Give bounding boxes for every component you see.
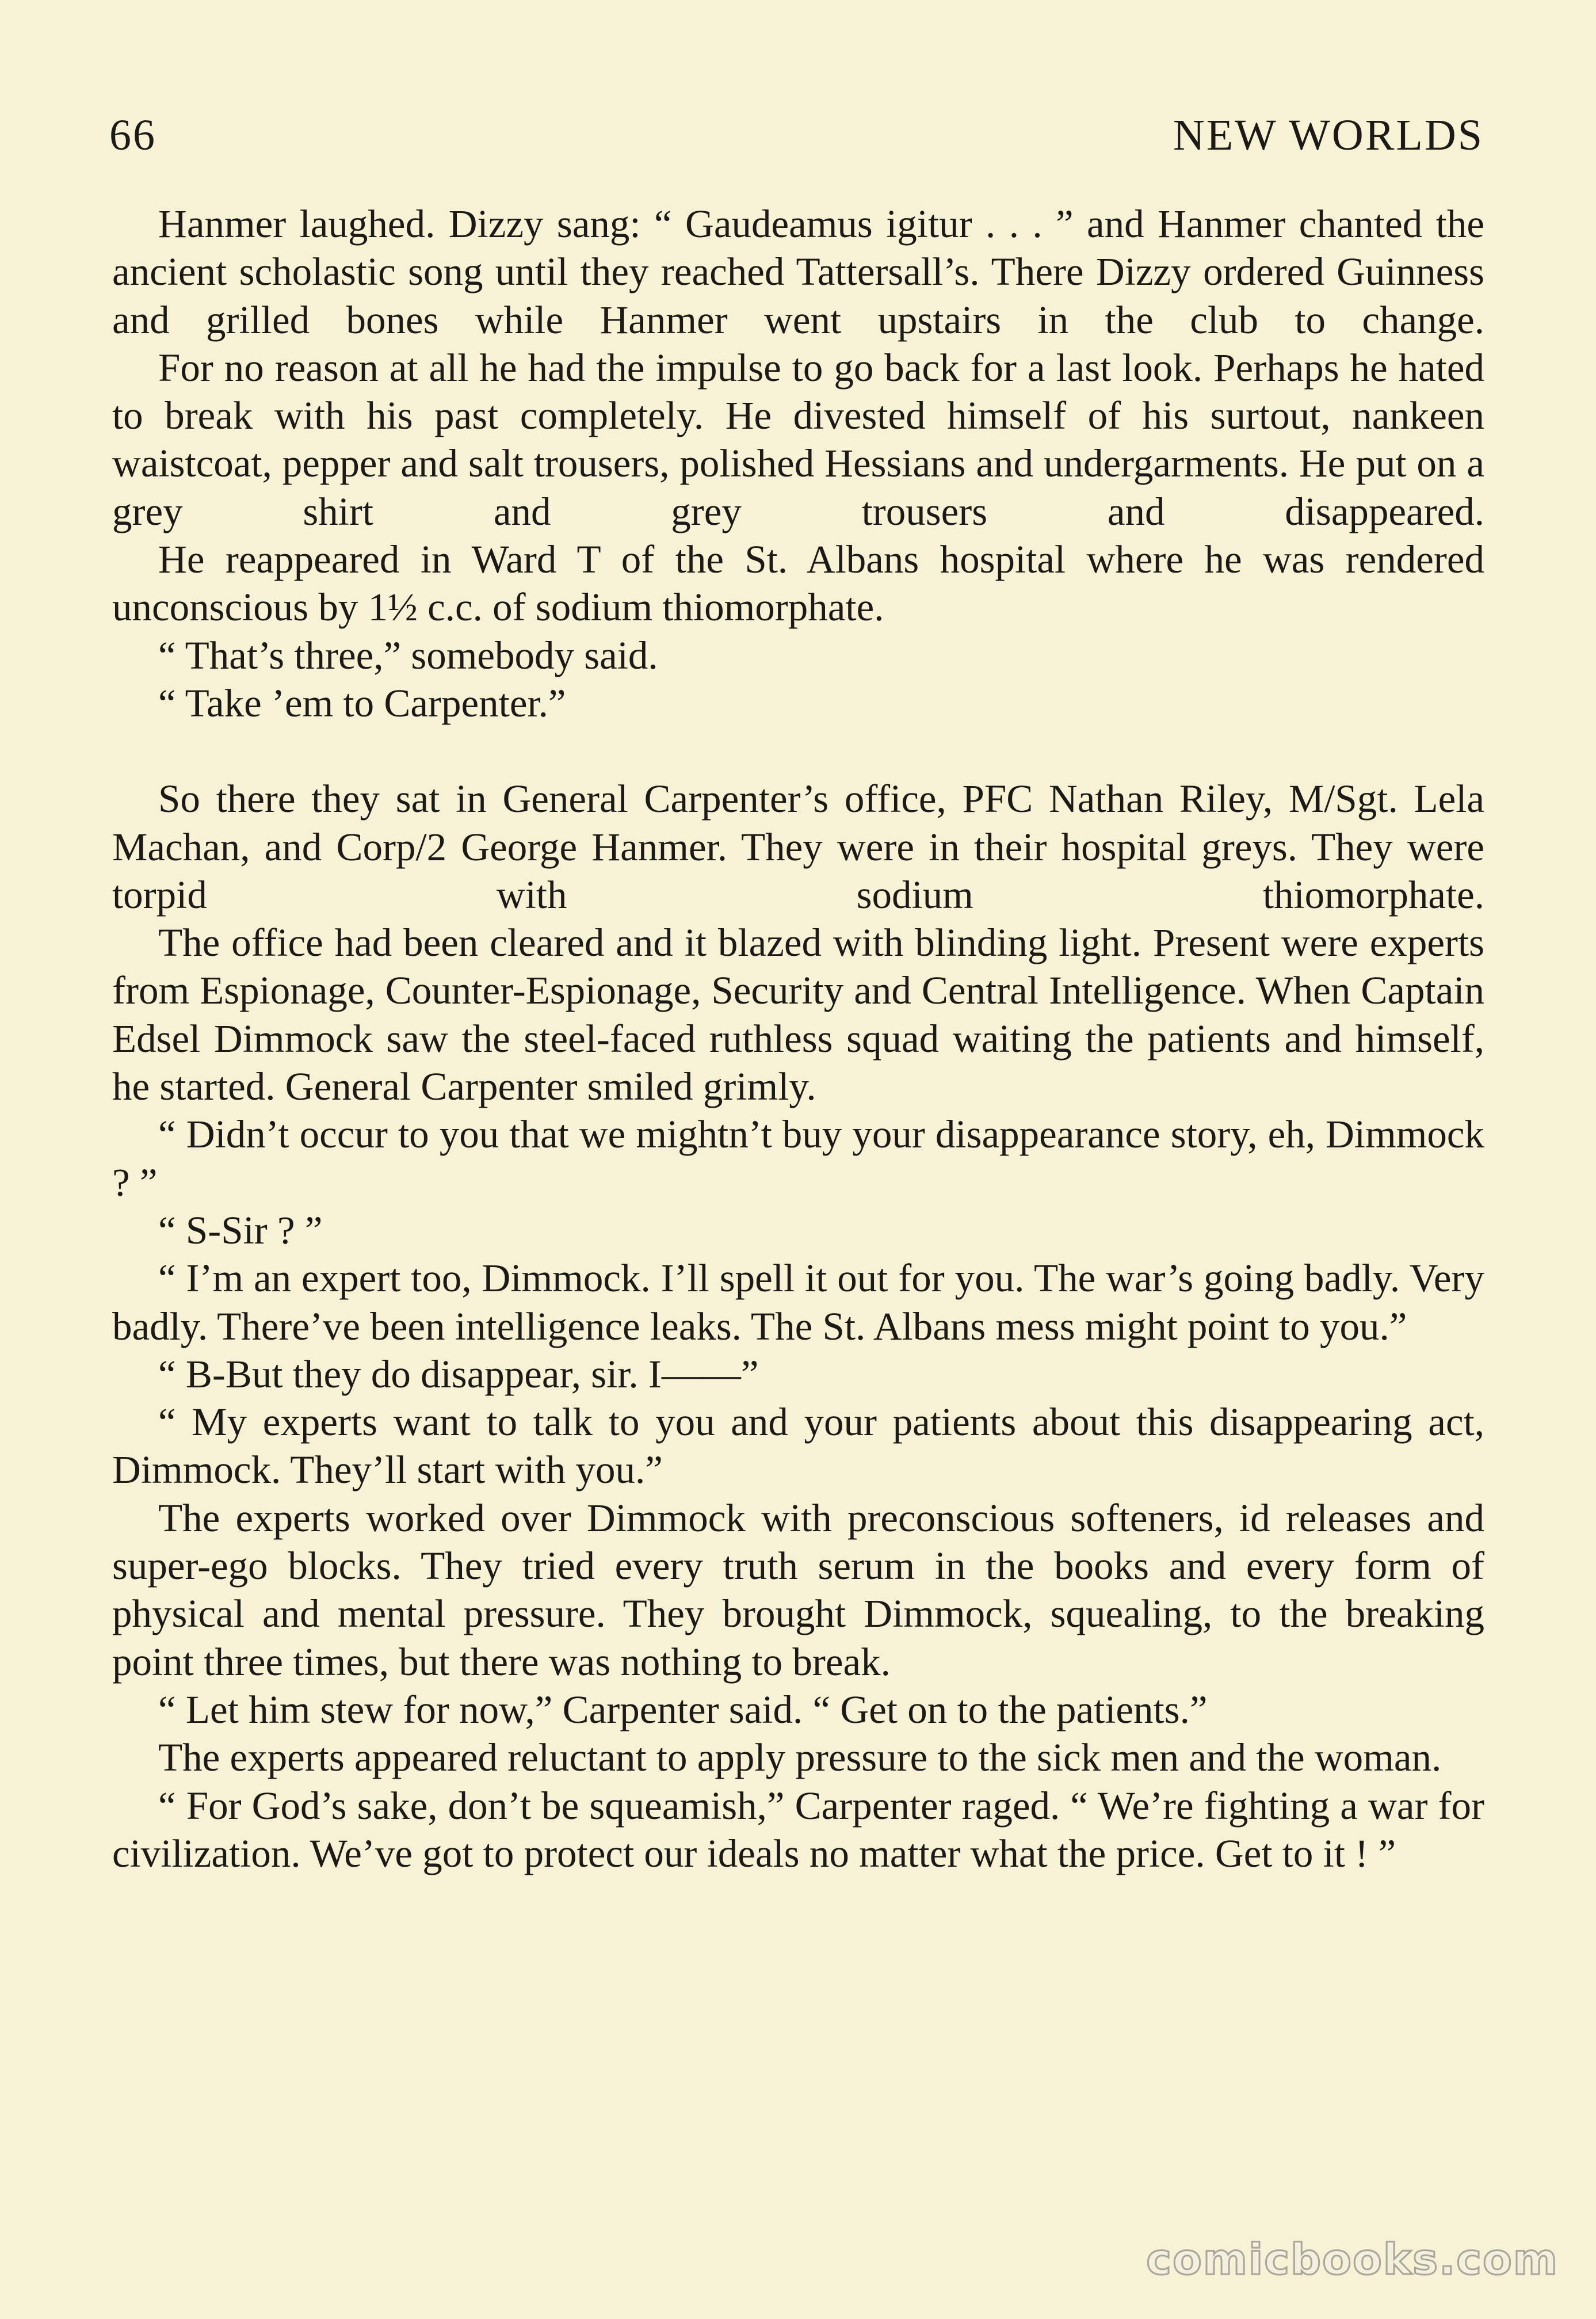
paragraph: Hanmer laughed. Dizzy sang: “ Gaudeamus igitur . . . ” and Hanmer chanted the ancient scholastic song until they reached Tattersall’s. There Dizzy ordered Guinness and grilled bones while Hanmer went upstairs in the club to change. xyxy=(112,202,1484,342)
paragraph: “ S-Sir ? ” xyxy=(158,1208,323,1252)
paragraph: “ I’m an expert too, Dimmock. I’ll spell it out for you. The war’s going badly. Very badly. There’ve been intelligence leaks. The St. Albans mess might point to you.” xyxy=(112,1256,1484,1348)
paragraph: “ My experts want to talk to you and your patients about this disappearing act, Dimmock. They’ll start with you.” xyxy=(112,1400,1484,1492)
paragraph: So there they sat in General Carpenter’s office, PFC Nathan Riley, M/Sgt. Lela Machan, and Corp/2 George Hanmer. They were in their hospital greys. They were torpid with sodium thiomorphate. xyxy=(112,777,1484,917)
running-title: NEW WORLDS xyxy=(1173,110,1484,159)
page-number: 66 xyxy=(109,110,156,159)
article-body xyxy=(112,200,1484,1878)
section-break xyxy=(112,727,1484,775)
paragraph: For no reason at all he had the impulse to go back for a last look. Perhaps he hated to break with his past completely. He divested himself of his surtout, nankeen waistcoat, pepper and salt trousers, polished Hessians and undergarments. He put on a grey shirt and grey trousers and disappeared. xyxy=(112,345,1484,533)
paragraph: The experts worked over Dimmock with preconscious softeners, id releases and super-ego blocks. They tried every truth serum in the books and every form of physical and mental pressure. They brought Dimmock, squealing, to the breaking point three times, but there was nothing to break. xyxy=(112,1496,1484,1684)
paragraph: He reappeared in Ward T of the St. Albans hospital where he was rendered unconscious by 1½ c.c. of sodium thiomorphate. xyxy=(112,537,1484,630)
paragraph: The experts appeared reluctant to apply pressure to the sick men and the woman. xyxy=(158,1736,1442,1780)
page-header xyxy=(109,106,1484,164)
paragraph: “ Take ’em to Carpenter.” xyxy=(158,681,566,725)
watermark: comicbooks.com xyxy=(1146,2235,1559,2284)
paragraph: “ B-But they do disappear, sir. I——” xyxy=(158,1352,759,1396)
paragraph: “ Didn’t occur to you that we mightn’t buy your disappearance story, eh, Dimmock ? ” xyxy=(112,1112,1484,1204)
paragraph: The office had been cleared and it blazed with blinding light. Present were experts from Espionage, Counter-Espionage, Security and Central Intelligence. When Captain Edsel Dimmock saw the steel-faced ruthless squad waiting the patients and himself, he started. General Carpenter smiled grimly. xyxy=(112,921,1484,1109)
paragraph: “ Let him stew for now,” Carpenter said. “ Get on to the patients.” xyxy=(158,1687,1208,1731)
paragraph: “ That’s three,” somebody said. xyxy=(158,633,658,677)
paragraph: “ For God’s sake, don’t be squeamish,” Carpenter raged. “ We’re fighting a war for civilization. We’ve got to protect our ideals no matter what the price. Get to it ! ” xyxy=(112,1783,1484,1875)
